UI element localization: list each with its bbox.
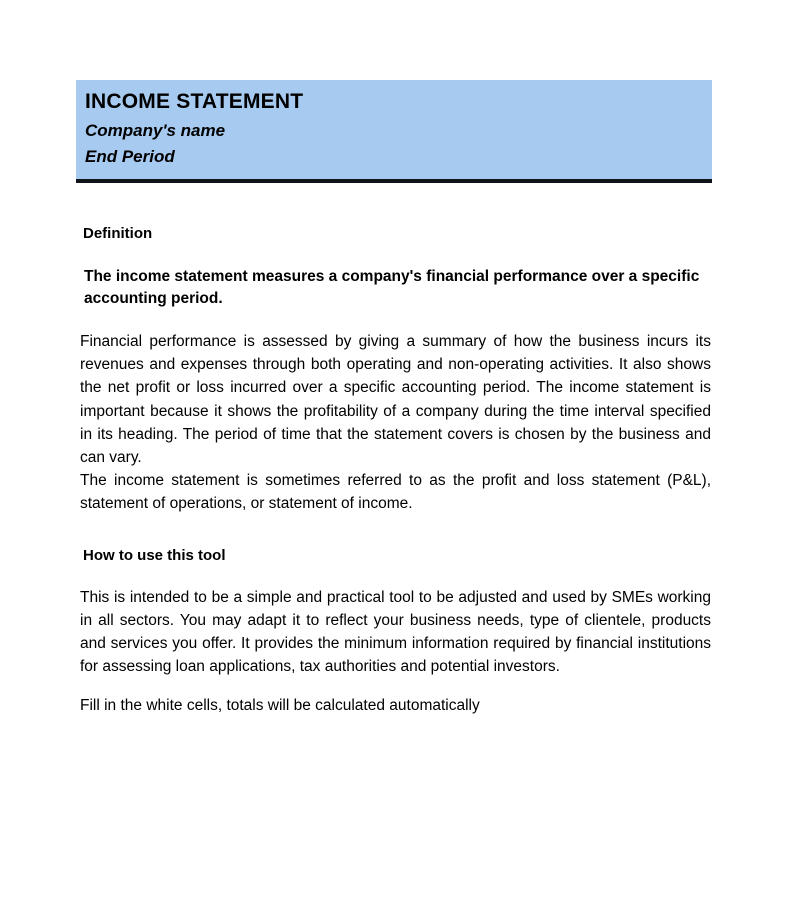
spacer [80, 516, 711, 546]
spacer [80, 566, 711, 586]
definition-lead-text: The income statement measures a company's financial performance over a specific accounting period. [84, 268, 700, 307]
document-body [80, 224, 711, 718]
end-period-field[interactable]: End Period [85, 147, 175, 166]
spacer [80, 678, 711, 694]
page-title: INCOME STATEMENT [85, 90, 304, 113]
company-name-field[interactable]: Company's name [85, 121, 226, 140]
section-heading-definition: Definition [83, 225, 153, 242]
section-heading-how-to-use: How to use this tool [83, 546, 226, 564]
fill-instruction-text: Fill in the white cells, totals will be calculated automatically [80, 697, 480, 715]
how-to-use-paragraph-1: This is intended to be a simple and practical tool to be adjusted and used by SMEs working in all sectors. You may adapt it to reflect your business needs, type of clientele, products and services you offer. It provides the minimum information required by financial institutions for assessing loan applications, tax authorities and potential investors. [80, 588, 711, 676]
spacer [80, 310, 711, 330]
definition-paragraph-1: Financial performance is assessed by giving a summary of how the business incurs its revenues and expenses through both operating and non-operating activities. It also shows the net profit or loss incurred over a specific accounting period. The income statement is important because it shows the profitability of a company during the time interval specified in its heading. The period of time that the statement covers is chosen by the business and can vary. [80, 333, 711, 467]
document-header-banner [76, 80, 712, 183]
spacer [80, 244, 711, 266]
definition-paragraph-2: The income statement is sometimes referred to as the profit and loss statement (P&L), statement of operations, or statement of income. [80, 472, 711, 513]
